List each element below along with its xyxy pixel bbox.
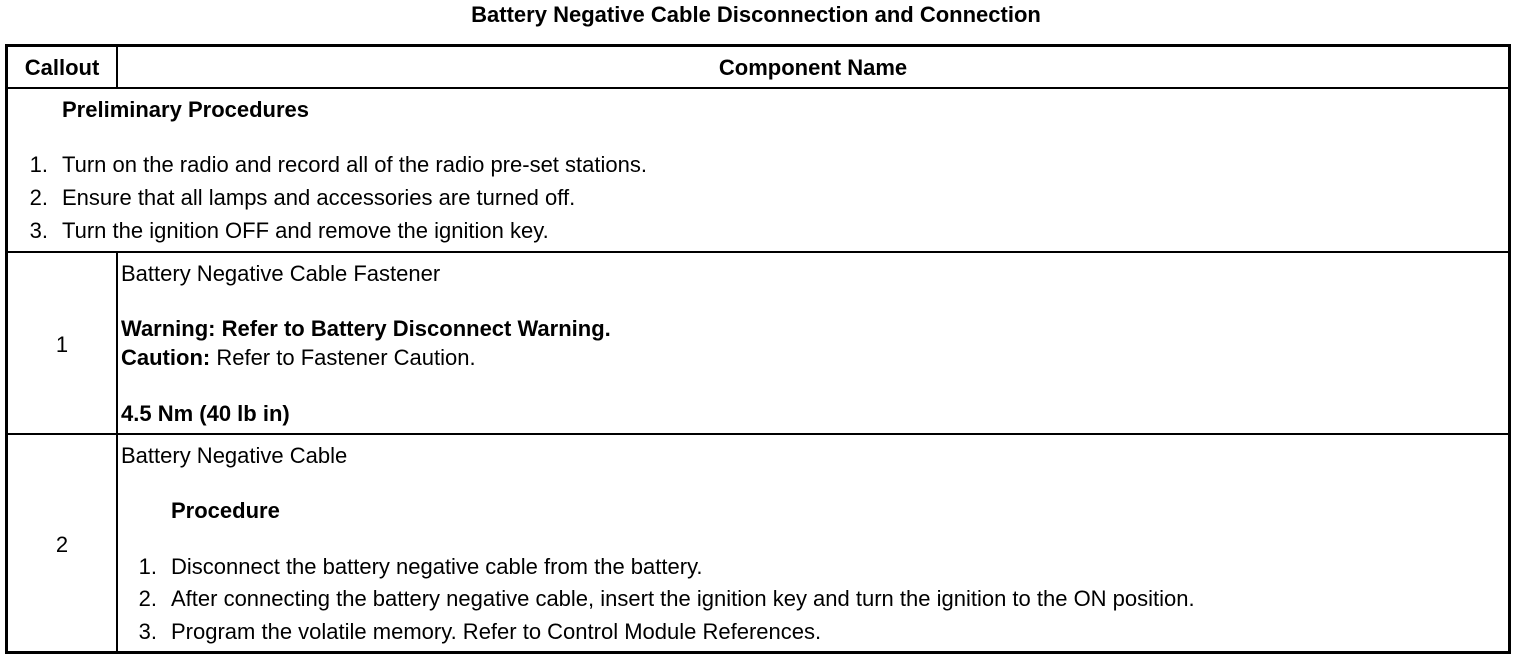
procedure-step-number: 2.: [138, 586, 157, 611]
procedure-step-number: 1.: [138, 554, 157, 579]
row-1-divider: [8, 433, 1508, 435]
body-column-divider: [116, 251, 118, 651]
document-title: Battery Negative Cable Disconnection and Connection: [471, 2, 1041, 27]
preliminary-row-divider: [8, 251, 1508, 253]
row-1-caution: [121, 345, 476, 371]
warning-text: Refer to Battery Disconnect Warning.: [221, 316, 611, 341]
procedure-step-text: Program the volatile memory. Refer to Control Module References.: [171, 619, 822, 644]
preliminary-step-text: Ensure that all lamps and accessories are turned off.: [62, 185, 576, 210]
warning-label: Warning:: [121, 316, 216, 341]
preliminary-step-text: Turn on the radio and record all of the radio pre-set stations.: [62, 152, 647, 177]
caution-text: Refer to Fastener Caution.: [216, 345, 476, 370]
preliminary-step-number: 3.: [29, 218, 48, 243]
procedure-step-number: 3.: [138, 619, 157, 644]
row-1-callout: 1: [55, 332, 69, 357]
row-1-warning: [121, 316, 611, 342]
caution-label: Caution:: [121, 345, 211, 370]
preliminary-step-number: 2.: [29, 185, 48, 210]
preliminary-step-text: Turn the ignition OFF and remove the ignition key.: [62, 218, 549, 243]
header-component-name: Component Name: [718, 55, 908, 80]
row-1-torque-spec: 4.5 Nm (40 lb in): [121, 401, 290, 426]
procedure-table: [5, 44, 1511, 654]
row-2-callout: 2: [55, 532, 69, 557]
header-callout: Callout: [24, 55, 100, 80]
row-1-component-name: Battery Negative Cable Fastener: [121, 261, 441, 286]
header-row-divider: [8, 87, 1508, 89]
row-2-component-name: Battery Negative Cable: [121, 443, 348, 468]
preliminary-heading: Preliminary Procedures: [62, 97, 310, 122]
procedure-step-text: Disconnect the battery negative cable from the battery.: [171, 554, 703, 579]
procedure-step-text: After connecting the battery negative cable, insert the ignition key and turn the ignition to the ON position.: [171, 586, 1195, 611]
preliminary-step-number: 1.: [29, 152, 48, 177]
row-2-procedure-heading: Procedure: [171, 498, 280, 523]
